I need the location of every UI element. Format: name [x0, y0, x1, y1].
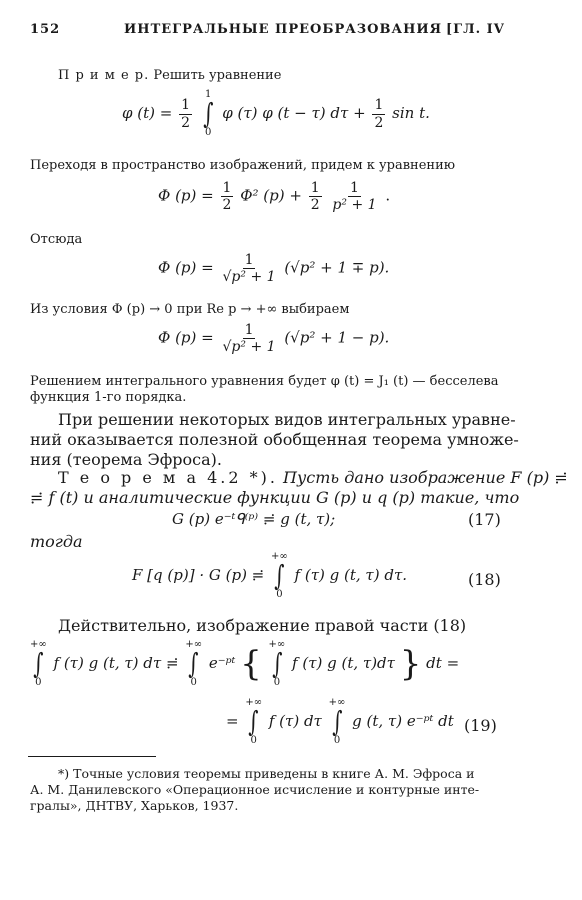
paragraph-efros-2: ний оказывается полезной обобщенная теорема умноже- — [30, 430, 519, 449]
example-label: П р и м е р. — [58, 68, 150, 83]
paragraph-hence: Отсюда — [30, 232, 83, 247]
eq19a-int1-upper: +∞ — [30, 639, 47, 650]
eq1-integrand: φ (τ) φ (t − τ) dτ + — [222, 104, 366, 122]
integral-sign: ∫ — [248, 705, 259, 738]
equation-17-number: (17) — [468, 510, 501, 529]
theorem-text-2: ≓ f (t) и аналитические функции G (p) и q (p) такие, что — [30, 488, 520, 507]
eq2-frac3-den: p² + 1 — [332, 197, 377, 214]
equation-18-number: (18) — [468, 570, 501, 589]
eq19a-part-b: e⁻ᵖᵗ — [208, 654, 236, 672]
paragraph-efros-3: ния (теорема Эфроса). — [30, 450, 222, 469]
integral-sign: ∫ — [274, 559, 285, 592]
eq4-lhs: Φ (p) = — [158, 328, 214, 347]
equation-18 — [132, 552, 407, 600]
integral-sign: ∫ — [271, 647, 282, 680]
eq3-frac-den: √p² + 1 — [222, 269, 276, 286]
eq19a-int2-upper: +∞ — [185, 639, 203, 650]
eq2-frac3-num: 1 — [350, 180, 359, 196]
eq2-frac1-den: 2 — [222, 197, 232, 214]
running-title: ИНТЕГРАЛЬНЫЕ ПРЕОБРАЗОВАНИЯ — [124, 22, 443, 37]
footnote-line-2: А. М. Данилевского «Операционное исчисление и контурные инте- — [30, 782, 480, 797]
eq18-integral — [271, 552, 288, 600]
equation-3 — [158, 252, 389, 285]
eq4-frac-den: √p² + 1 — [222, 339, 276, 356]
eq19a-integral-2 — [185, 640, 202, 688]
eq2-mid: Φ² (p) + — [240, 186, 302, 205]
theorem-label: Т е о р е м а 4.2 *). — [58, 468, 278, 487]
eq2-tail: . — [385, 186, 391, 205]
eq1-integral — [201, 90, 216, 138]
eq2-lhs: Φ (p) = — [158, 186, 214, 205]
equation-19-number: (19) — [464, 716, 497, 735]
eq19a-part-a: f (τ) g (t, τ) dτ ≓ — [53, 654, 179, 672]
equation-1 — [122, 90, 430, 138]
equation-19-line-1 — [28, 640, 459, 688]
then-word: тогда — [30, 532, 83, 551]
left-brace: { — [240, 644, 262, 684]
equation-17: G (p) e⁻ᵗᑫ⁽ᵖ⁾ ≓ g (t, τ); — [172, 510, 336, 528]
theorem-line-1 — [58, 468, 568, 487]
eq19a-int1-lower: 0 — [35, 677, 42, 688]
eq19b-part-a: f (τ) dτ — [268, 712, 322, 730]
eq19a-int2-lower: 0 — [190, 677, 197, 688]
eq19b-int1-lower: 0 — [250, 735, 257, 746]
eq1-frac2-num: 1 — [374, 97, 384, 114]
integral-sign: ∫ — [203, 97, 214, 130]
eq3-frac-num: 1 — [244, 252, 254, 268]
eq3-frac — [221, 252, 278, 285]
eq3-tail: (√p² + 1 ∓ p). — [284, 258, 390, 277]
equation-2 — [158, 180, 390, 213]
example-line — [58, 68, 281, 83]
eq1-int-upper: 1 — [204, 89, 212, 100]
paragraph-condition: Из условия Φ (p) → 0 при Re p → +∞ выбираем — [30, 302, 350, 317]
eq2-frac2 — [309, 180, 322, 213]
solution-line-1: Решением интегрального уравнения будет φ (t) = J₁ (t) — бесселева — [30, 374, 499, 389]
eq1-int-lower: 0 — [204, 127, 212, 138]
equation-4 — [158, 322, 389, 355]
paragraph-transform: Переходя в пространство изображений, придем к уравнению — [30, 158, 456, 173]
eq18-rhs: f (τ) g (t, τ) dτ. — [294, 566, 408, 584]
integral-sign: ∫ — [331, 705, 343, 738]
eq2-frac1-num: 1 — [222, 180, 232, 196]
eq19a-integral-1 — [30, 640, 47, 688]
eq19a-int3-lower: 0 — [273, 677, 281, 688]
eq19b-integral-2 — [329, 698, 346, 746]
eq19b-int2-lower: 0 — [333, 735, 341, 746]
footnote-line-3: гралы», ДНТВУ, Харьков, 1937. — [30, 798, 239, 813]
eq19a-part-c: f (τ) g (t, τ)dτ — [292, 654, 395, 672]
eq1-lhs: φ (t) = — [122, 104, 173, 122]
eq1-frac1-den: 2 — [181, 114, 191, 131]
right-brace: } — [399, 644, 422, 684]
eq1-frac2-den: 2 — [374, 114, 384, 131]
example-text: Решить уравнение — [153, 68, 282, 83]
page-number: 152 — [30, 22, 61, 37]
eq4-frac-num: 1 — [244, 322, 254, 338]
footnote-line-1: *) Точные условия теоремы приведены в книге А. М. Эфроса и — [58, 766, 475, 781]
eq1-frac1 — [179, 97, 192, 130]
eq19a-integral-3 — [269, 640, 286, 688]
eq2-frac2-den: 2 — [310, 197, 320, 214]
eq19b-equals: = — [226, 712, 239, 730]
footnote-rule — [28, 756, 156, 757]
eq18-int-upper: +∞ — [271, 551, 288, 562]
eq4-frac — [221, 322, 278, 355]
eq18-int-lower: 0 — [276, 589, 283, 600]
eq19b-int2-upper: +∞ — [328, 697, 346, 708]
integral-sign: ∫ — [188, 647, 199, 680]
eq19a-part-d: dt = — [426, 654, 460, 672]
integral-sign: ∫ — [33, 647, 44, 680]
eq19b-int1-upper: +∞ — [245, 697, 263, 708]
eq2-frac3 — [330, 180, 378, 213]
eq1-frac2 — [372, 97, 385, 130]
eq4-tail: (√p² + 1 − p). — [284, 328, 390, 347]
eq2-frac2-num: 1 — [310, 180, 320, 196]
eq2-frac1 — [221, 180, 234, 213]
paragraph-indeed: Действительно, изображение правой части (18) — [58, 616, 467, 635]
theorem-text-1: Пусть дано изображение F (p) ≓ — [283, 468, 568, 487]
chapter-label: [ГЛ. IV — [446, 22, 505, 37]
eq19b-integral-1 — [245, 698, 262, 746]
eq19b-part-b: g (t, τ) e⁻ᵖᵗ dt — [352, 712, 454, 730]
eq19a-int3-upper: +∞ — [268, 639, 286, 650]
equation-19-line-2 — [226, 698, 454, 746]
eq18-lhs: F [q (p)] · G (p) ≓ — [132, 566, 265, 584]
eq1-frac1-num: 1 — [181, 97, 191, 114]
eq1-tail: sin t. — [392, 104, 430, 122]
solution-line-2: функция 1-го порядка. — [30, 390, 187, 405]
eq3-lhs: Φ (p) = — [158, 258, 214, 277]
paragraph-efros-1: При решении некоторых видов интегральных уравне- — [58, 410, 516, 429]
